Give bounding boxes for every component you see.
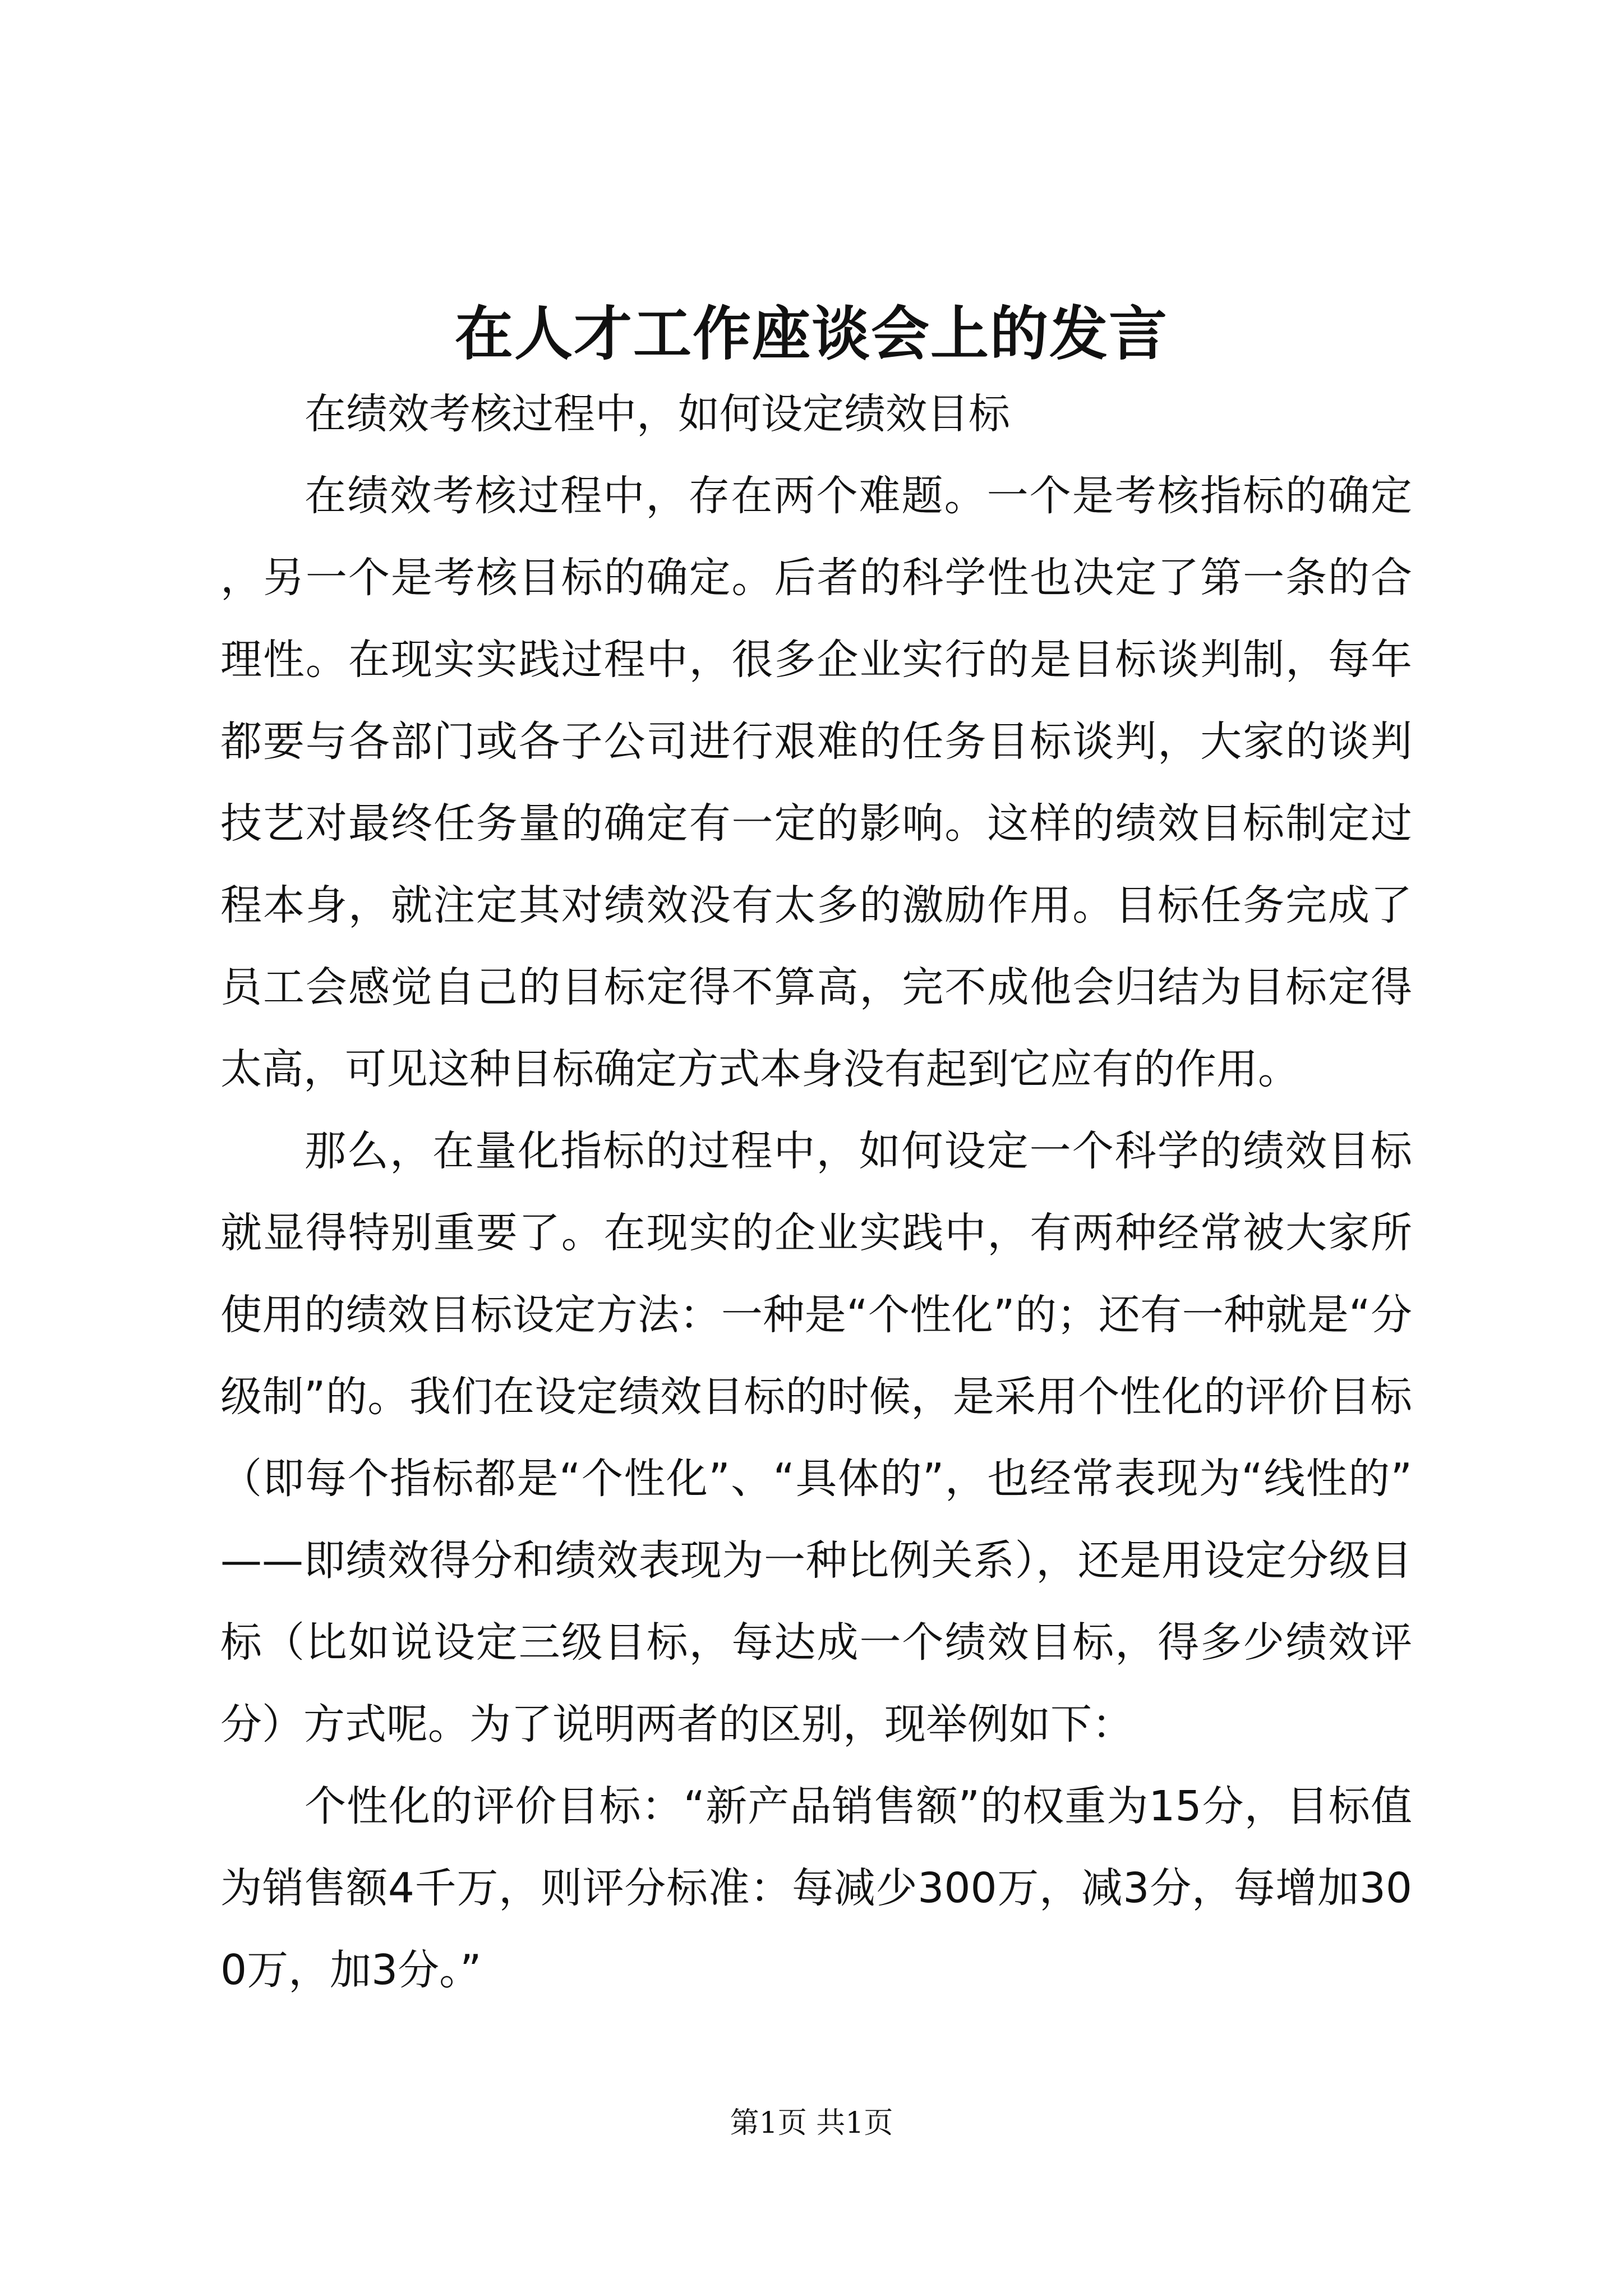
paragraph-subtitle: 在绩效考核过程中，如何设定绩效目标 bbox=[305, 390, 1010, 438]
paragraph-2: 那么，在量化指标的过程中，如何设定一个科学的绩效目标就显得特别重要了。在现实的企业实践中，有两种经常被大家所使用的绩效目标设定方法：一种是“个性化”的；还有一种就是“分级制”的。我们在设定绩效目标的时候，是采用个性化的评价目标（即每个指标都是“个性化”、“具体的”，也经常表现为“线性的”——即绩效得分和绩效表现为一种比例关系），还是用设定分级目标（比如说设定三级目标，每达成一个绩效目标，得多少绩效评分）方式呢。为了说明两者的区别，现举例如下： bbox=[220, 1127, 1412, 1749]
page-footer: 第1页 共1页 bbox=[730, 2106, 893, 2140]
paragraph-1: 在绩效考核过程中，存在两个难题。一个是考核指标的确定，另一个是考核目标的确定。后者的科学性也决定了第一条的合理性。在现实实践过程中，很多企业实行的是目标谈判制，每年都要与各部门或各子公司进行艰难的任务目标谈判，大家的谈判技艺对最终任务量的确定有一定的影响。这样的绩效目标制定过程本身，就注定其对绩效没有太多的激励作用。目标任务完成了员工会感觉自己的目标定得不算高，完不成他会归结为目标定得太高，可见这种目标确定方式本身没有起到它应有的作用。 bbox=[220, 472, 1412, 1093]
document-title: 在人才工作座谈会上的发言 bbox=[454, 299, 1168, 368]
paragraph-3: 个性化的评价目标：“新产品销售额”的权重为15分，目标值为销售额4千万，则评分标准：每减少300万，减3分，每增加300万，加3分。” bbox=[220, 1782, 1412, 1994]
document-body bbox=[220, 373, 1412, 2011]
